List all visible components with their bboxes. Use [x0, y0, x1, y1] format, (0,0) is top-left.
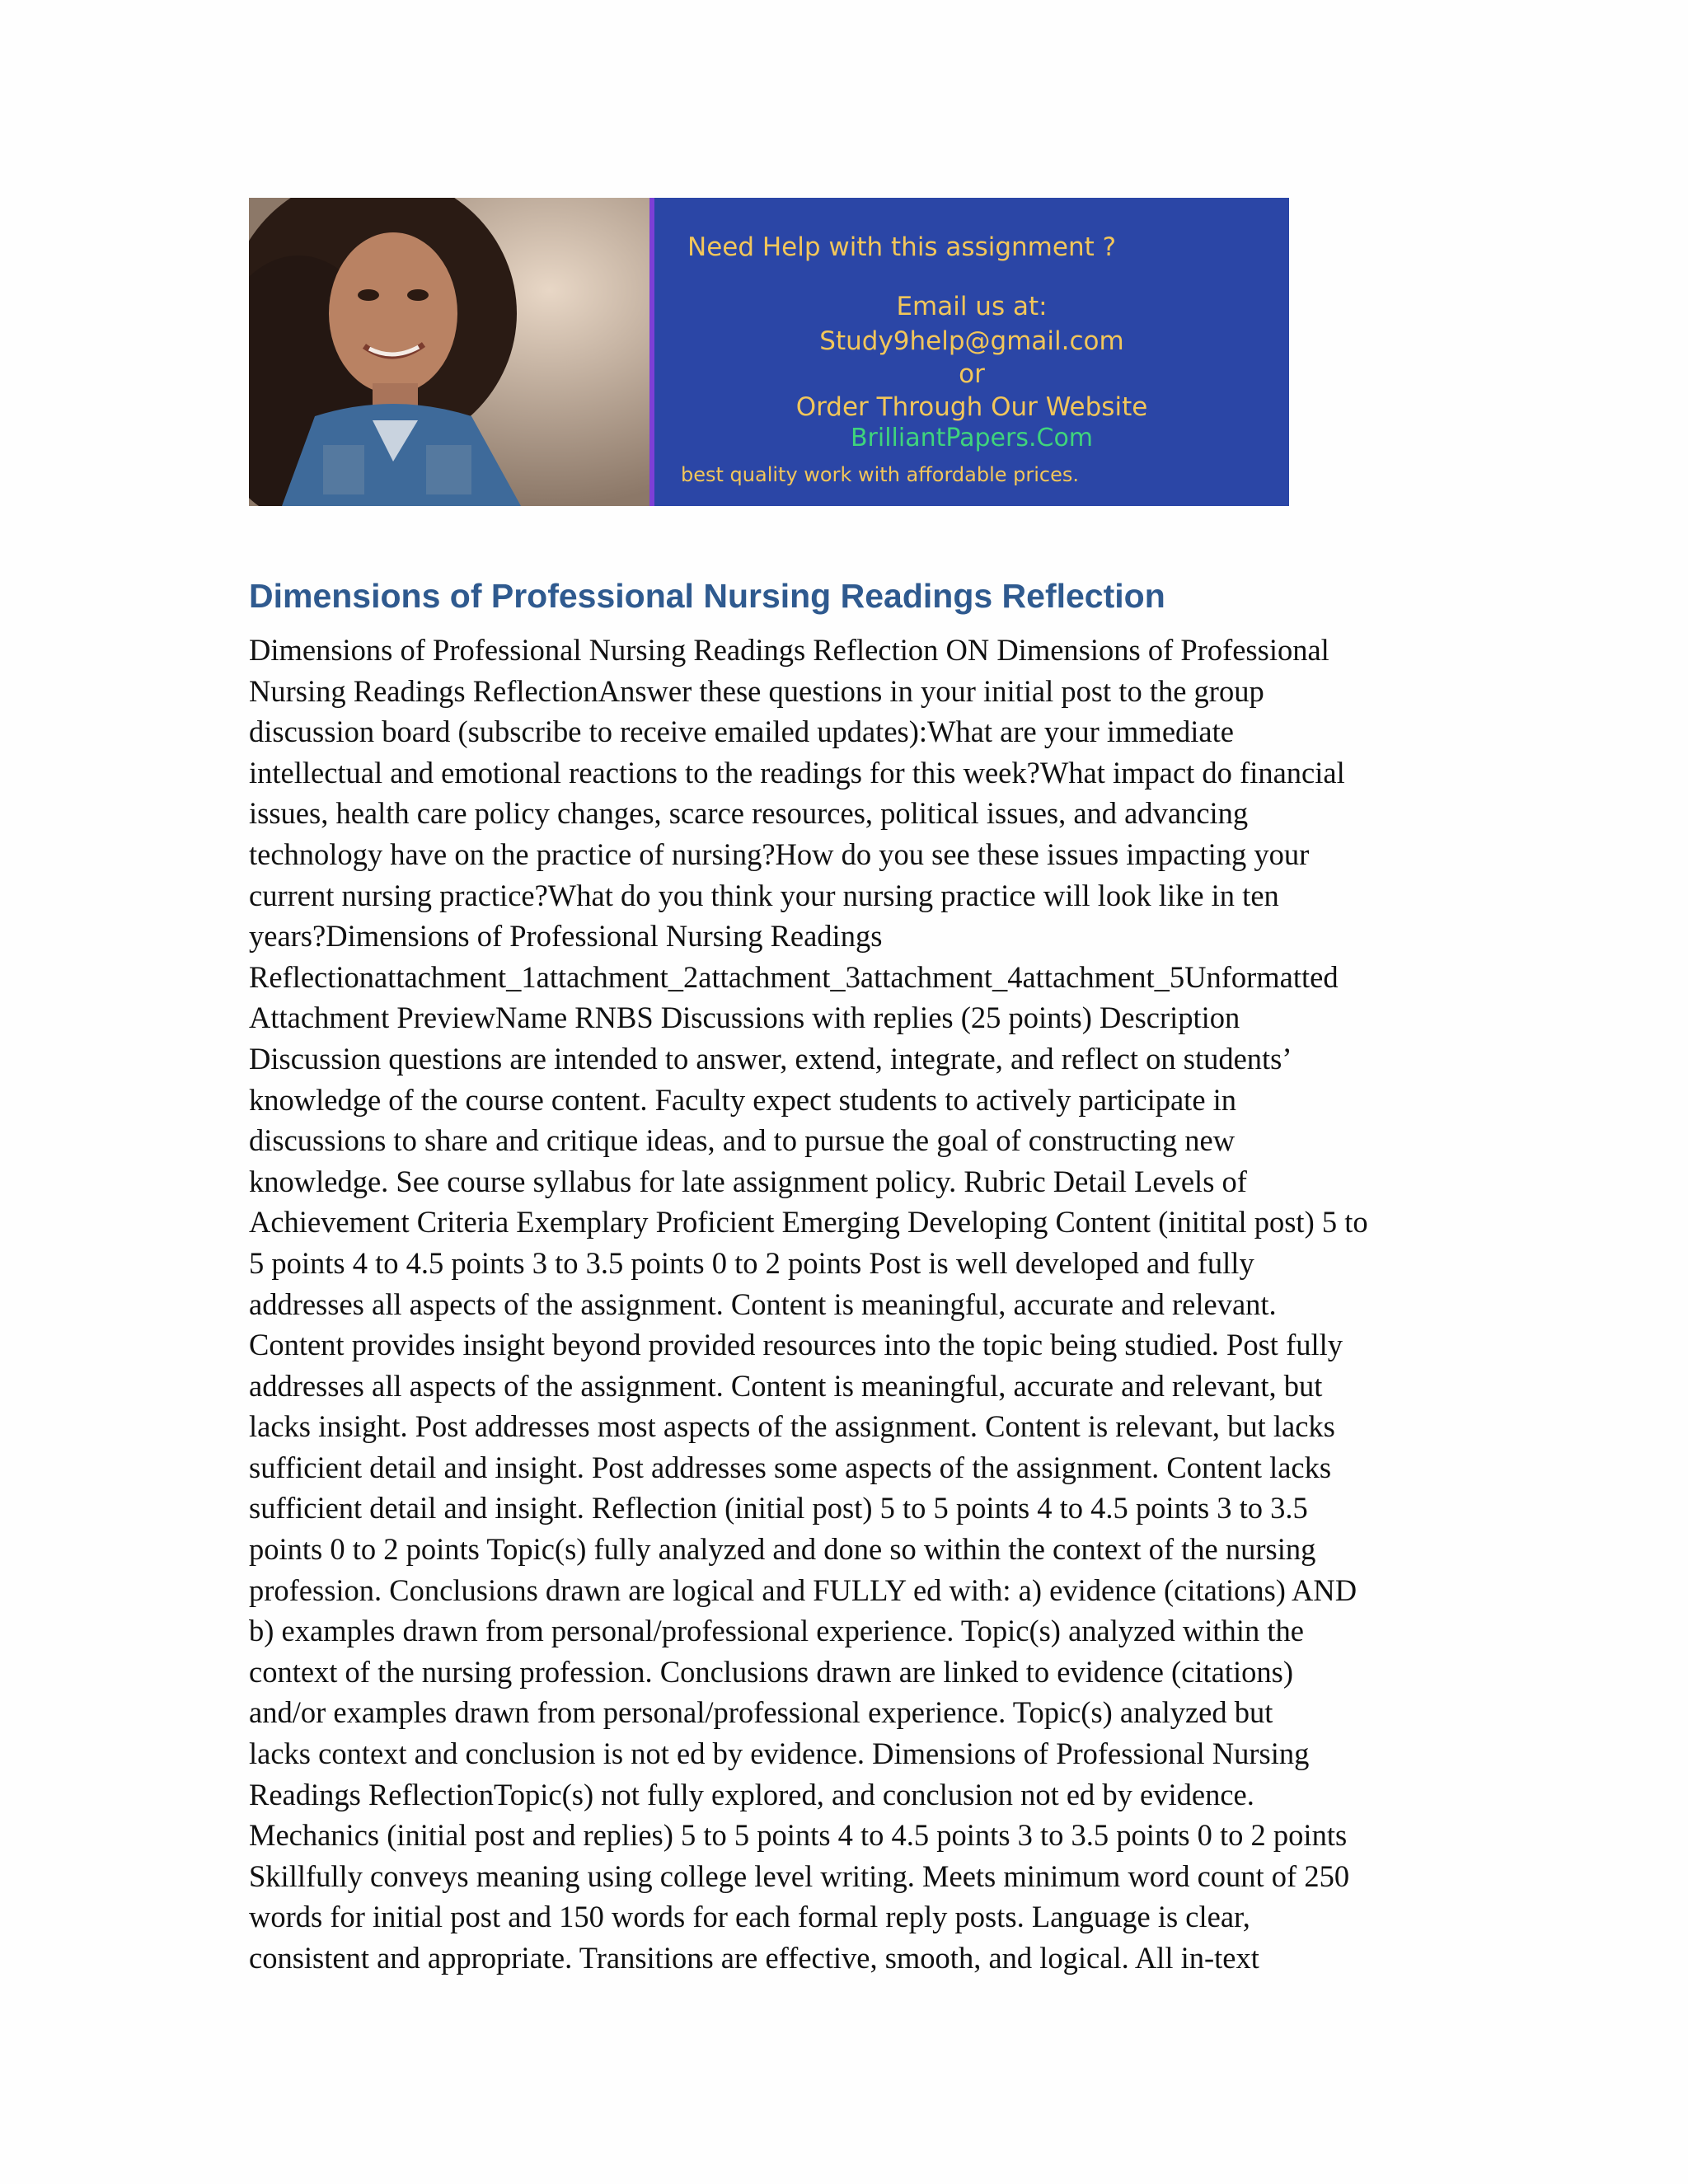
body-line: Attachment PreviewName RNBS Discussions with replies (25 points) Description	[249, 1001, 1240, 1035]
body-line: technology have on the practice of nursing?How do you see these issues impacting your	[249, 837, 1310, 871]
body-line: addresses all aspects of the assignment. Content is meaningful, accurate and relevant.	[249, 1286, 1277, 1321]
body-line: current nursing practice?What do you think your nursing practice will look like in ten	[249, 878, 1279, 912]
body-line: Content provides insight beyond provided resources into the topic being studied. Post fully	[249, 1328, 1343, 1362]
document-title: Dimensions of Professional Nursing Readings Reflection	[249, 577, 1165, 615]
body-line: Mechanics (initial post and replies) 5 to 5 points 4 to 4.5 points 3 to 3.5 points 0 to 2 points	[249, 1818, 1348, 1853]
body-line: context of the nursing profession. Conclusions drawn are linked to evidence (citations)	[249, 1654, 1294, 1689]
banner-email: Study9help@gmail.com	[819, 326, 1124, 356]
body-line: issues, health care policy changes, scarce resources, political issues, and advancing	[249, 796, 1249, 831]
banner-website: BrilliantPapers.Com	[850, 424, 1094, 452]
body-line: Readings ReflectionTopic(s) not fully explored, and conclusion not ed by evidence.	[249, 1777, 1254, 1811]
body-line: words for initial post and 150 words for each formal reply posts. Language is clear,	[249, 1900, 1250, 1934]
body-line: years?Dimensions of Professional Nursing Readings	[249, 919, 883, 954]
body-line: lacks insight. Post addresses most aspects of the assignment. Content is relevant, but lacks	[249, 1409, 1335, 1444]
body-line: Reflectionattachment_1attachment_2attachment_3attachment_4attachment_5Unformatted	[249, 959, 1339, 994]
body-line: addresses all aspects of the assignment. Content is meaningful, accurate and relevant, but	[249, 1368, 1323, 1403]
help-banner	[249, 198, 1289, 506]
body-line: intellectual and emotional reactions to the readings for this week?What impact do financial	[249, 755, 1345, 790]
banner-tagline: best quality work with affordable prices.	[681, 463, 1079, 486]
banner-photo	[249, 198, 649, 506]
body-line: Discussion questions are intended to answer, extend, integrate, and reflect on students’	[249, 1041, 1292, 1076]
body-line: b) examples drawn from personal/professional experience. Topic(s) analyzed within the	[249, 1614, 1304, 1648]
body-line: sufficient detail and insight. Reflection (initial post) 5 to 5 points 4 to 4.5 points 3 to 3.5	[249, 1491, 1308, 1526]
body-line: Achievement Criteria Exemplary Proficient Emerging Developing Content (initital post) 5 to	[249, 1205, 1368, 1240]
body-line: discussions to share and critique ideas, and to pursue the goal of constructing new	[249, 1123, 1236, 1158]
body-line: lacks context and conclusion is not ed by evidence. Dimensions of Professional Nursing	[249, 1736, 1310, 1771]
document-body	[249, 630, 1441, 1979]
body-line: discussion board (subscribe to receive emailed updates):What are your immediate	[249, 715, 1234, 749]
banner-headline: Need Help with this assignment ?	[687, 232, 1117, 262]
body-line: points 0 to 2 points Topic(s) fully analyzed and done so within the context of the nursing	[249, 1532, 1316, 1567]
body-line: profession. Conclusions drawn are logical and FULLY ed with: a) evidence (citations) AND	[249, 1572, 1357, 1607]
banner-ad-panel	[654, 198, 1289, 506]
banner-or: or	[959, 359, 985, 389]
body-line: sufficient detail and insight. Post addresses some aspects of the assignment. Content lacks	[249, 1450, 1332, 1484]
body-line: Dimensions of Professional Nursing Readings Reflection ON Dimensions of Professional	[249, 633, 1329, 667]
banner-email-label: Email us at:	[896, 292, 1048, 321]
body-line: knowledge. See course syllabus for late assignment policy. Rubric Detail Levels of	[249, 1164, 1247, 1198]
body-line: Skillfully conveys meaning using college level writing. Meets minimum word count of 250	[249, 1858, 1350, 1893]
body-line: Nursing Readings ReflectionAnswer these questions in your initial post to the group	[249, 673, 1264, 708]
body-line: and/or examples drawn from personal/professional experience. Topic(s) analyzed but	[249, 1695, 1273, 1730]
body-line: 5 points 4 to 4.5 points 3 to 3.5 points 0 to 2 points Post is well developed and fully	[249, 1245, 1254, 1280]
body-line: consistent and appropriate. Transitions are effective, smooth, and logical. All in-text	[249, 1941, 1259, 1975]
banner-order-text: Order Through Our Website	[795, 392, 1148, 422]
woman-portrait-icon	[249, 198, 649, 506]
body-line: knowledge of the course content. Faculty expect students to actively participate in	[249, 1082, 1237, 1117]
